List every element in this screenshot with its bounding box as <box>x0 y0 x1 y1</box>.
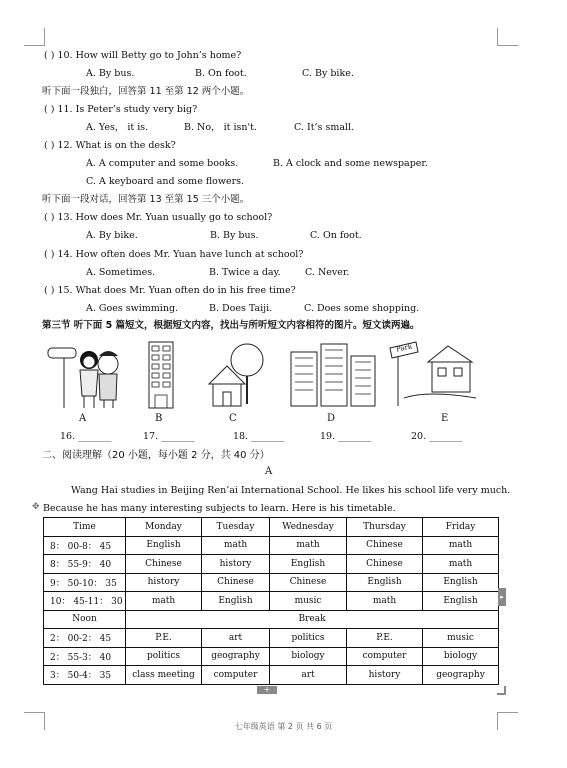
crop-mark-top-left <box>44 28 45 46</box>
table-cell: music <box>423 629 499 648</box>
option-a: A. A computer and some books. <box>86 158 239 169</box>
resize-table-handle-icon[interactable] <box>497 686 506 695</box>
crop-mark-top-left-h <box>24 45 44 46</box>
table-header-row <box>44 518 499 537</box>
table-cell: English <box>347 573 423 592</box>
option-b: B. By bus. <box>210 230 259 241</box>
break-cell: Break <box>126 610 499 629</box>
table-cell: biology <box>270 647 347 666</box>
picture-a-children-sign <box>44 338 126 410</box>
reading-heading: 二、阅读理解（20 小题，每小题 2 分，共 40 分） <box>42 450 270 461</box>
table-row <box>44 629 499 648</box>
table-cell: English <box>126 536 202 555</box>
table-cell: art <box>202 629 270 648</box>
option-b: B. Twice a day. <box>209 267 281 278</box>
option-b: B. No， it isn't. <box>184 122 257 133</box>
option-c: C. By bike. <box>302 68 354 79</box>
answer-bracket[interactable]: ( ) <box>44 50 55 61</box>
section-instruction: 听下面一段独白，回答第 11 至第 12 两个小题。 <box>42 86 250 97</box>
table-cell: math <box>423 555 499 574</box>
table-cell: biology <box>423 647 499 666</box>
picture-b-tall-building <box>146 338 176 410</box>
time-cell: 8： 55-9： 40 <box>44 555 126 574</box>
option-c: C. On foot. <box>310 230 362 241</box>
table-cell: music <box>270 592 347 611</box>
option-c: C. Never. <box>305 267 350 278</box>
time-cell: 3： 50-4： 35 <box>44 666 126 685</box>
option-a: A. Sometimes. <box>86 267 156 278</box>
table-cell: Chinese <box>202 573 270 592</box>
answer-bracket[interactable]: ( ) <box>44 140 55 151</box>
picture-letter-d: D <box>327 413 336 424</box>
passage-label: A <box>265 466 273 477</box>
answer-blank-20[interactable]: 20. _______ <box>411 431 463 442</box>
table-cell: geography <box>202 647 270 666</box>
question-12 <box>44 140 527 152</box>
answer-bracket[interactable]: ( ) <box>44 249 55 260</box>
time-cell: 2： 00-2： 45 <box>44 629 126 648</box>
answer-blank-18[interactable]: 18. _______ <box>233 431 285 442</box>
table-cell: math <box>423 536 499 555</box>
option-a: A. Yes， it is. <box>86 122 149 133</box>
answer-bracket[interactable]: ( ) <box>44 285 55 296</box>
table-cell: English <box>270 555 347 574</box>
table-cell: English <box>202 592 270 611</box>
table-cell: computer <box>202 666 270 685</box>
table-cell: politics <box>270 629 347 648</box>
table-cell: art <box>270 666 347 685</box>
time-cell: 8： 00-8： 45 <box>44 536 126 555</box>
table-cell: P.E. <box>347 629 423 648</box>
crop-mark-bottom-left-h <box>24 712 44 713</box>
section-3-instruction: 第三节 听下面 5 篇短文，根据短文内容，找出与所听短文内容相符的图片。短文读两遍。 <box>42 320 420 331</box>
header-cell: Friday <box>423 518 499 537</box>
picture-letter-c: C <box>229 413 237 424</box>
time-cell: 2： 55-3： 40 <box>44 647 126 666</box>
option-b: B. Does Taiji. <box>209 303 273 314</box>
option-a: A. By bike. <box>86 230 138 241</box>
answer-bracket[interactable]: ( ) <box>44 104 55 115</box>
table-cell: history <box>202 555 270 574</box>
table-cell: math <box>126 592 202 611</box>
table-row <box>44 573 499 592</box>
question-text: 10. How will Betty go to John’s home? <box>57 50 242 61</box>
table-cell: P.E. <box>126 629 202 648</box>
park-sign-text: Park <box>395 342 413 354</box>
table-row <box>44 536 499 555</box>
picture-letter-a: A <box>79 413 87 424</box>
question-text: 13. How does Mr. Yuan usually go to school? <box>57 212 273 223</box>
table-cell: history <box>347 666 423 685</box>
table-row <box>44 666 499 685</box>
table-cell: math <box>270 536 347 555</box>
option-a: A. Goes swimming. <box>86 303 179 314</box>
option-a: A. By bus. <box>86 68 135 79</box>
header-cell: Wednesday <box>270 518 347 537</box>
question-text: 15. What does Mr. Yuan often do in his free time? <box>57 285 296 296</box>
question-text: 14. How often does Mr. Yuan have lunch at school? <box>57 249 304 260</box>
header-cell: Thursday <box>347 518 423 537</box>
section-instruction: 听下面一段对话，回答第 13 至第 15 三个小题。 <box>42 194 250 205</box>
answer-bracket[interactable]: ( ) <box>44 212 55 223</box>
table-cell: Chinese <box>347 536 423 555</box>
table-cell: Chinese <box>270 573 347 592</box>
question-text: 12. What is on the desk? <box>57 140 176 151</box>
table-cell: Chinese <box>347 555 423 574</box>
picture-c-house-tree <box>205 338 265 410</box>
table-cell: computer <box>347 647 423 666</box>
option-c: C. It’s small. <box>294 122 355 133</box>
table-row <box>44 592 499 611</box>
table-row <box>44 647 499 666</box>
move-handle-icon[interactable]: ✥ <box>32 502 40 512</box>
noon-cell: Noon <box>44 610 126 629</box>
picture-d-school-buildings <box>287 338 379 410</box>
table-cell: geography <box>423 666 499 685</box>
table-cell: history <box>126 573 202 592</box>
timetable <box>43 517 499 685</box>
header-cell: Tuesday <box>202 518 270 537</box>
picture-letter-e: E <box>441 413 449 424</box>
page-footer: 七年级英语 第 2 页 共 6 页 <box>234 722 333 731</box>
question-13 <box>44 212 527 224</box>
question-15 <box>44 285 527 297</box>
table-cell: English <box>423 573 499 592</box>
table-cell: class meeting <box>126 666 202 685</box>
crop-mark-top-right-h <box>498 45 518 46</box>
table-cell: politics <box>126 647 202 666</box>
picture-letter-b: B <box>155 413 163 424</box>
passage-line-2: Because he has many interesting subjects to learn. Here is his timetable. <box>43 503 396 514</box>
option-b: B. On foot. <box>195 68 247 79</box>
time-cell: 10： 45-11： 30 <box>44 592 126 611</box>
noon-break-row <box>44 610 499 629</box>
option-b: B. A clock and some newspaper. <box>273 158 428 169</box>
passage-line-1: Wang Hai studies in Beijing Ren’ai International School. He likes his school life very much. <box>71 485 511 496</box>
crop-mark-bottom-right-h <box>498 712 518 713</box>
question-14 <box>44 249 527 261</box>
table-cell: English <box>423 592 499 611</box>
add-row-handle-icon[interactable]: + <box>257 686 277 694</box>
time-cell: 9： 50-10： 35 <box>44 573 126 592</box>
answer-blank-16[interactable]: 16. _______ <box>60 431 112 442</box>
table-cell: math <box>202 536 270 555</box>
table-row <box>44 555 499 574</box>
crop-mark-top-right <box>497 28 498 46</box>
option-c: C. A keyboard and some flowers. <box>86 176 245 187</box>
header-cell: Monday <box>126 518 202 537</box>
table-cell: Chinese <box>126 555 202 574</box>
table-cell: math <box>347 592 423 611</box>
question-11 <box>44 104 527 116</box>
question-10 <box>44 50 527 62</box>
header-cell: Time <box>44 518 126 537</box>
option-c: C. Does some shopping. <box>304 303 420 314</box>
answer-blank-19[interactable]: 19. _______ <box>320 431 372 442</box>
question-text: 11. Is Peter’s study very big? <box>57 104 198 115</box>
add-column-handle-icon[interactable]: ▸ <box>498 588 506 606</box>
answer-blank-17[interactable]: 17. _______ <box>143 431 195 442</box>
